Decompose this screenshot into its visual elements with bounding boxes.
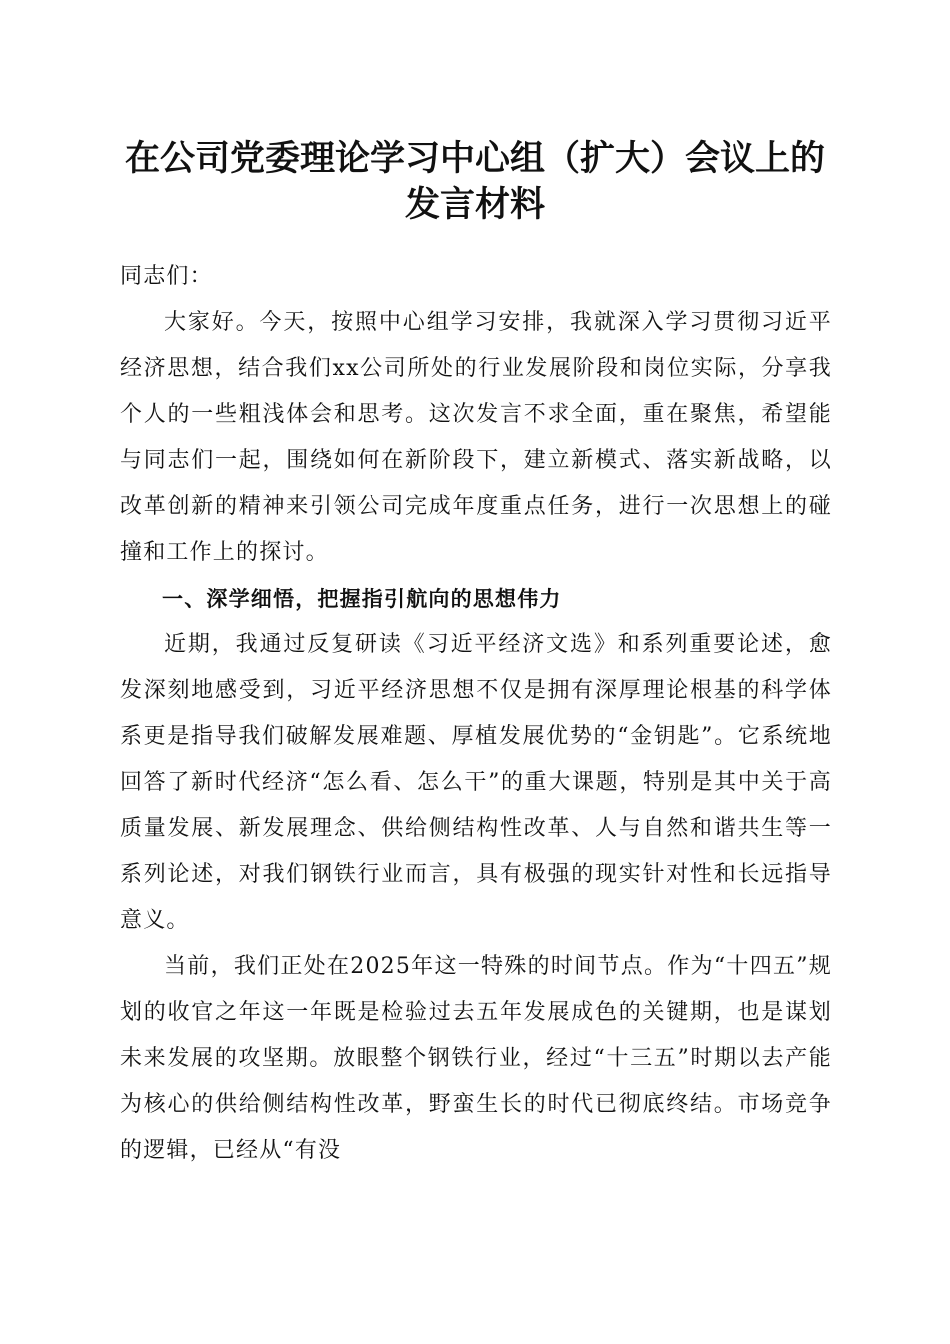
- document-body: [120, 254, 832, 1174]
- intro-paragraph: 大家好。今天，按照中心组学习安排，我就深入学习贯彻习近平经济思想，结合我们xx公司所处的行业发展阶段和岗位实际，分享我个人的一些粗浅体会和思考。这次发言不求全面，重在聚焦，希望能与同志们一起，围绕如何在新阶段下，建立新模式、落实新战略，以改革创新的精神来引领公司完成年度重点任务，进行一次思想上的碰撞和工作上的探讨。: [120, 310, 832, 565]
- document-title: 在公司党委理论学习中心组（扩大）会议上的发言材料: [124, 138, 825, 225]
- section1-paragraph-1: 近期，我通过反复研读《习近平经济文选》和系列重要论述，愈发深刻地感受到，习近平经济思想不仅是拥有深厚理论根基的科学体系更是指导我们破解发展难题、厚植发展优势的“金钥匙”。它系统地回答了新时代经济“怎么看、怎么干”的重大课题，特别是其中关于高质量发展、新发展理念、供给侧结构性改革、人与自然和谐共生等一系列论述，对我们钢铁行业而言，具有极强的现实针对性和长远指导意义。: [120, 632, 832, 933]
- section1-paragraph-2: 当前，我们正处在2025年这一特殊的时间节点。作为“十四五”规划的收官之年这一年既是检验过去五年发展成色的关键期，也是谋划未来发展的攻坚期。放眼整个钢铁行业，经过“十三五”时期以去产能为核心的供给侧结构性改革，野蛮生长的时代已彻底终结。市场竞争的逻辑，已经从“有没: [120, 954, 832, 1163]
- section-heading-1: 一、深学细悟，把握指引航向的思想伟力: [162, 587, 562, 611]
- salutation: 同志们：: [120, 264, 213, 289]
